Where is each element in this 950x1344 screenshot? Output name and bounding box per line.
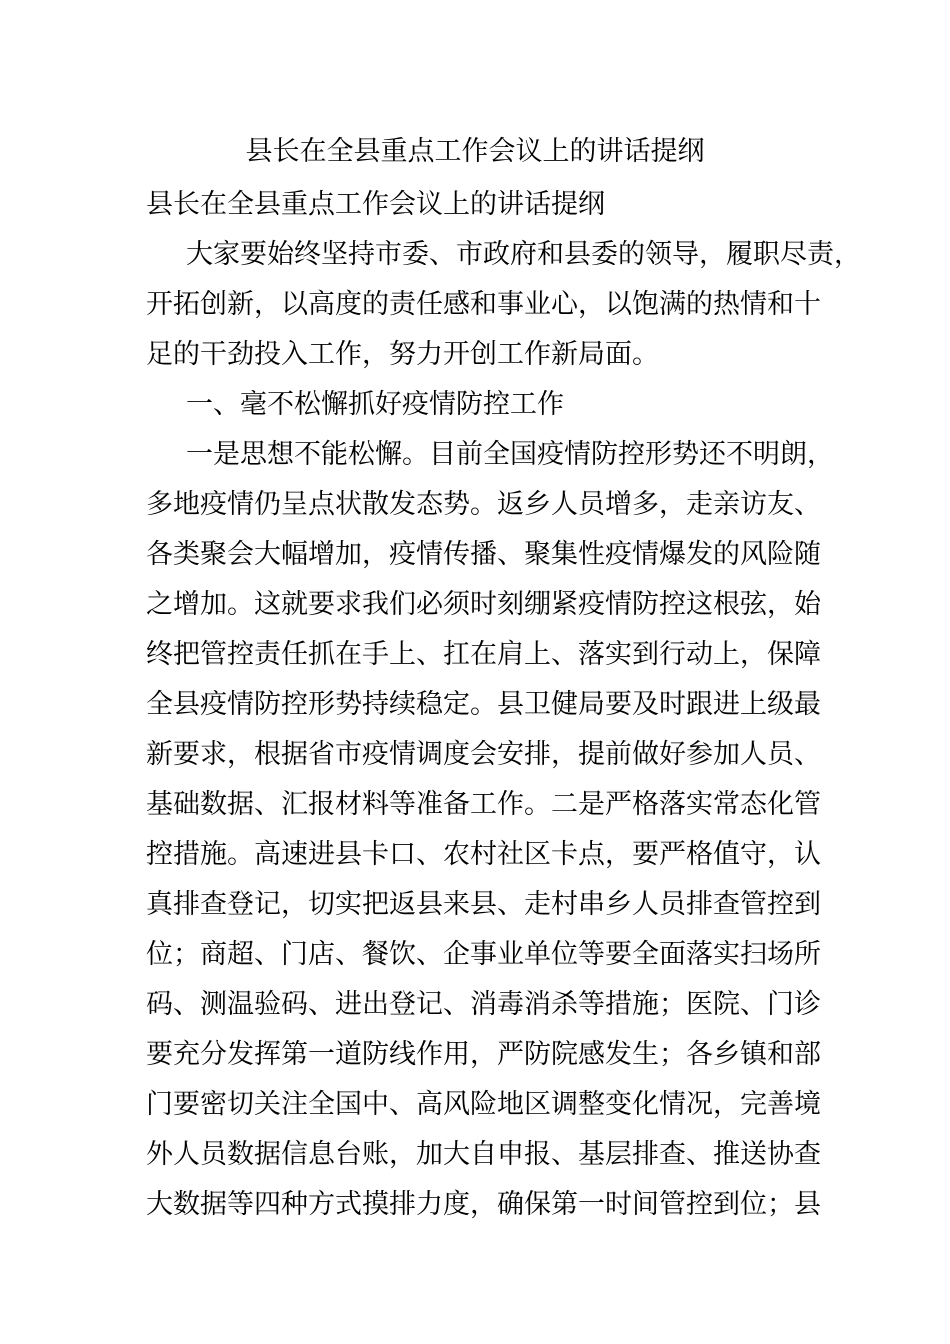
document-title: 县长在全县重点工作会议上的讲话提纲 [245,136,705,167]
paragraph-line: 一是思想不能松懈。目前全国疫情防控形势还不明朗， [186,439,834,470]
paragraph-line: 要充分发挥第一道防线作用，严防院感发生；各乡镇和部 [146,1039,821,1070]
paragraph-line: 位；商超、门店、餐饮、企事业单位等要全面落实扫场所 [146,939,821,970]
paragraph-line: 多地疫情仍呈点状散发态势。返乡人员增多，走亲访友、 [146,489,821,520]
paragraph-line: 开拓创新，以高度的责任感和事业心，以饱满的热情和十 [146,289,821,320]
paragraph-line: 控措施。高速进县卡口、农村社区卡点，要严格值守，认 [146,839,821,870]
subtitle-line: 县长在全县重点工作会议上的讲话提纲 [146,189,605,220]
paragraph-line: 大数据等四种方式摸排力度，确保第一时间管控到位；县 [146,1189,821,1220]
document-body [146,180,861,1230]
paragraph-line: 各类聚会大幅增加，疫情传播、聚集性疫情爆发的风险随 [146,539,821,570]
paragraph-line: 之增加。这就要求我们必须时刻绷紧疫情防控这根弦，始 [146,589,821,620]
paragraph-line: 基础数据、汇报材料等准备工作。二是严格落实常态化管 [146,789,821,820]
paragraph-line: 大家要始终坚持市委、市政府和县委的领导，履职尽责， [186,239,861,270]
paragraph-line: 外人员数据信息台账，加大自申报、基层排查、推送协查 [146,1139,821,1170]
paragraph-line: 足的干劲投入工作，努力开创工作新局面。 [146,339,659,370]
paragraph-line: 新要求，根据省市疫情调度会安排，提前做好参加人员、 [146,739,821,770]
paragraph-line: 真排查登记，切实把返县来县、走村串乡人员排查管控到 [146,889,821,920]
section-heading: 一、毫不松懈抓好疫情防控工作 [186,389,564,420]
paragraph-line: 全县疫情防控形势持续稳定。县卫健局要及时跟进上级最 [146,689,821,720]
paragraph-line: 码、测温验码、进出登记、消毒消杀等措施；医院、门诊 [146,989,821,1020]
paragraph-line: 终把管控责任抓在手上、扛在肩上、落实到行动上，保障 [146,639,821,670]
paragraph-line: 门要密切关注全国中、高风险地区调整变化情况，完善境 [146,1089,821,1120]
